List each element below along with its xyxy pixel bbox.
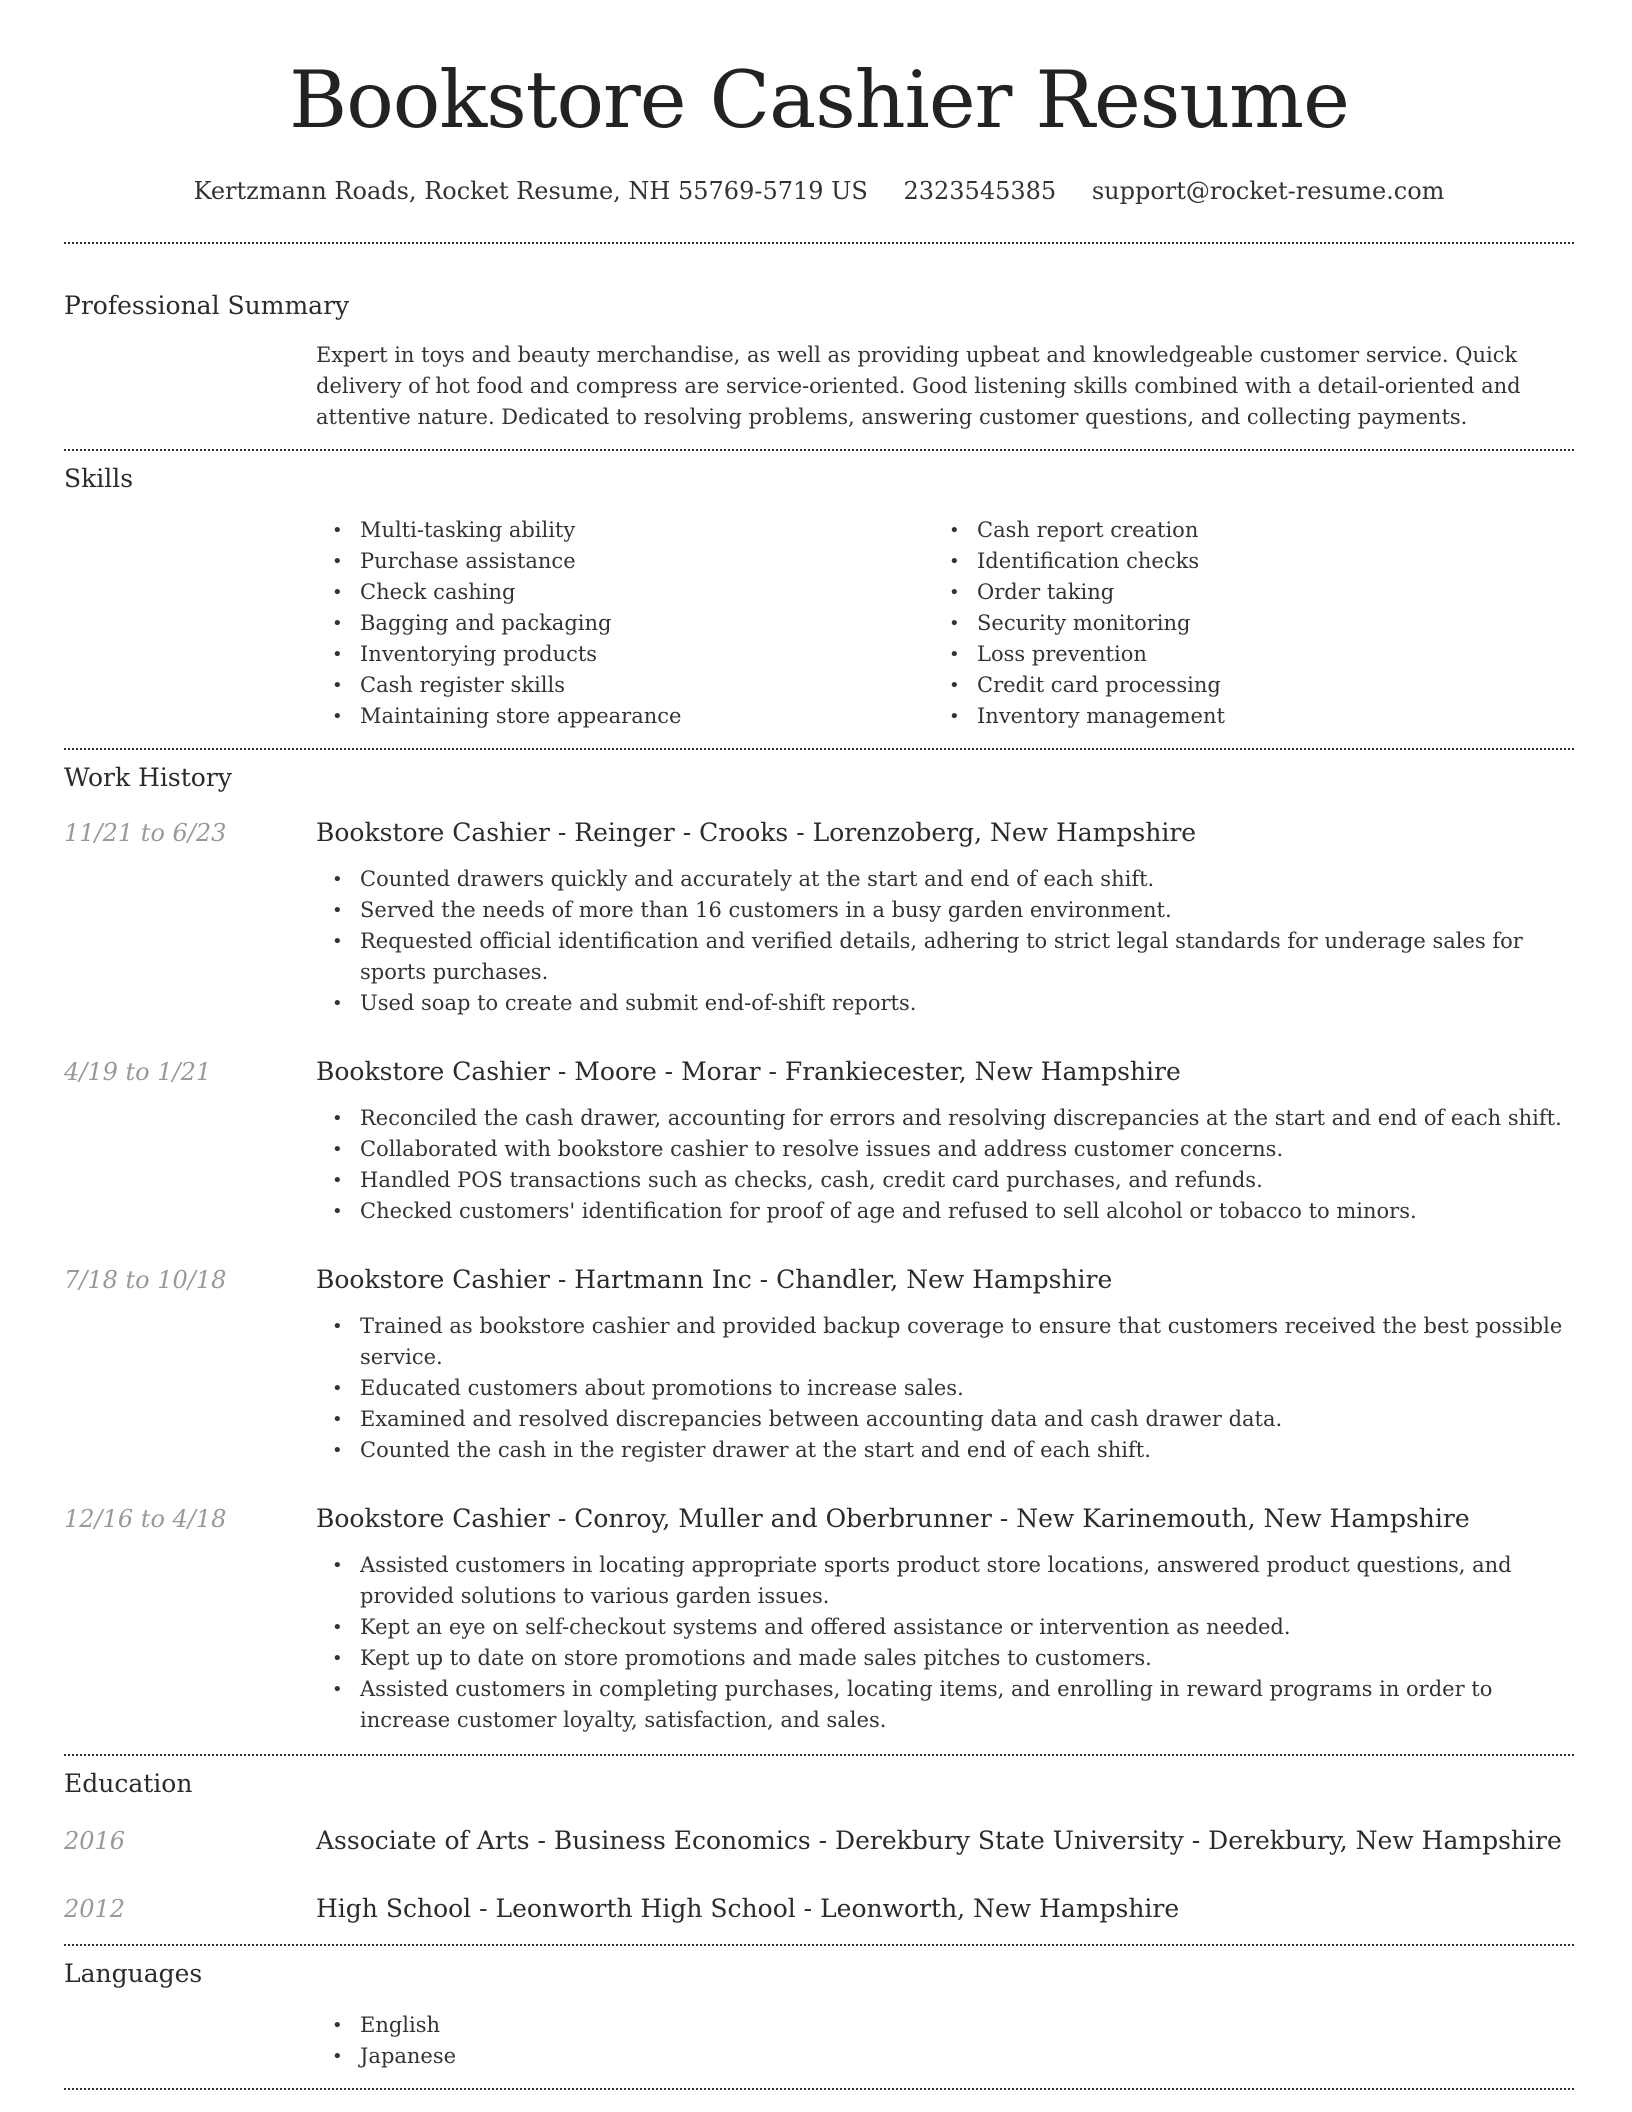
section-title-languages: Languages [64,1959,203,1988]
job-bullet: • Educated customers about promotions to increase sales. [316,1373,1574,1404]
skill-item: • Loss prevention [933,639,1550,670]
skill-item: • Multi-tasking ability [316,515,933,546]
skill-item: • Credit card processing [933,670,1550,701]
job-entry [64,1502,1574,1736]
contact-line [64,176,1574,206]
job-bullet: • Handled POS transactions such as checks, cash, credit card purchases, and refunds. [316,1165,1574,1196]
job-bullet: • Served the needs of more than 16 customers in a busy garden environment. [316,895,1574,926]
job-dates: 4/19 to 1/21 [64,1058,212,1086]
job-bullet: • Assisted customers in completing purchases, locating items, and enrolling in reward programs in order to increase customer loyalty, satisfaction, and sales. [316,1674,1574,1736]
skill-item: • Check cashing [316,577,933,608]
job-entry [64,1263,1574,1466]
contact-phone: 2323545385 [903,177,1057,205]
education-entry [64,1824,1574,1858]
job-dates: 12/16 to 4/18 [64,1505,227,1533]
summary-text: Expert in toys and beauty merchandise, as well as providing upbeat and knowledgeable customer service. Quick delivery of hot food and compress are service-oriented. Good listening skills combined with a detail-oriented and attentive nature. Dedicated to resolving problems, answering customer questions, and collecting payments. [316,343,1521,429]
skill-item: • Inventory management [933,701,1550,732]
section-title-summary: Professional Summary [64,291,350,320]
skill-item: • Order taking [933,577,1550,608]
education-text: Associate of Arts - Business Economics - Derekbury State University - Derekbury, New Hampshire [316,1826,1562,1855]
section-title-work-history: Work History [64,763,232,792]
job-bullets [316,1103,1574,1227]
contact-address: Kertzmann Roads, Rocket Resume, NH 55769-5719 US [193,177,868,205]
skill-item: • Purchase assistance [316,546,933,577]
skills-list [316,515,1574,732]
divider [64,449,1574,451]
job-bullets [316,864,1574,1019]
job-bullet: • Examined and resolved discrepancies between accounting data and cash drawer data. [316,1404,1574,1435]
languages-list [316,2010,1574,2072]
divider [64,748,1574,750]
divider [64,1754,1574,1756]
job-bullet: • Kept an eye on self-checkout systems and offered assistance or intervention as needed. [316,1612,1574,1643]
skill-item: • Security monitoring [933,608,1550,639]
skill-item: • Maintaining store appearance [316,701,933,732]
job-bullet: • Checked customers' identification for proof of age and refused to sell alcohol or tobacco to minors. [316,1196,1574,1227]
job-title: Bookstore Cashier - Hartmann Inc - Chandler, New Hampshire [316,1265,1113,1294]
contact-email: support@rocket-resume.com [1091,177,1445,205]
skill-item: • Cash report creation [933,515,1550,546]
language-item: • English [316,2010,1574,2041]
section-title-skills: Skills [64,464,134,493]
job-bullet: • Requested official identification and verified details, adhering to strict legal standards for underage sales for sports purchases. [316,926,1574,988]
job-bullet: • Trained as bookstore cashier and provided backup coverage to ensure that customers received the best possible service. [316,1311,1574,1373]
resume-page [64,0,1574,2090]
skill-item: • Cash register skills [316,670,933,701]
job-entry [64,1055,1574,1227]
job-dates: 7/18 to 10/18 [64,1266,227,1294]
job-bullet: • Assisted customers in locating appropriate sports product store locations, answered product questions, and provided solutions to various garden issues. [316,1550,1574,1612]
job-bullet: • Kept up to date on store promotions and made sales pitches to customers. [316,1643,1574,1674]
job-bullet: • Collaborated with bookstore cashier to resolve issues and address customer concerns. [316,1134,1574,1165]
skill-item: • Identification checks [933,546,1550,577]
job-title: Bookstore Cashier - Reinger - Crooks - Lorenzoberg, New Hampshire [316,818,1197,847]
job-entry [64,816,1574,1019]
divider [64,2088,1574,2090]
job-bullet: • Reconciled the cash drawer, accounting for errors and resolving discrepancies at the start and end of each shift. [316,1103,1574,1134]
skill-item: • Inventorying products [316,639,933,670]
language-item: • Japanese [316,2041,1574,2072]
resume-title: Bookstore Cashier Resume [289,54,1349,146]
job-bullet: • Counted drawers quickly and accurately at the start and end of each shift. [316,864,1574,895]
education-year: 2016 [64,1827,126,1855]
job-title: Bookstore Cashier - Conroy, Muller and Oberbrunner - New Karinemouth, New Hampshire [316,1504,1470,1533]
divider [64,1944,1574,1946]
job-bullets [316,1550,1574,1736]
education-entry [64,1892,1574,1926]
education-year: 2012 [64,1895,126,1923]
skill-item: • Bagging and packaging [316,608,933,639]
job-bullet: • Used soap to create and submit end-of-shift reports. [316,988,1574,1019]
education-text: High School - Leonworth High School - Leonworth, New Hampshire [316,1894,1180,1923]
divider [64,242,1574,244]
skills-column-left [316,515,933,732]
skills-column-right [933,515,1550,732]
job-title: Bookstore Cashier - Moore - Morar - Frankiecester, New Hampshire [316,1057,1181,1086]
job-bullet: • Counted the cash in the register drawer at the start and end of each shift. [316,1435,1574,1466]
section-title-education: Education [64,1769,193,1798]
job-bullets [316,1311,1574,1466]
job-dates: 11/21 to 6/23 [64,819,227,847]
